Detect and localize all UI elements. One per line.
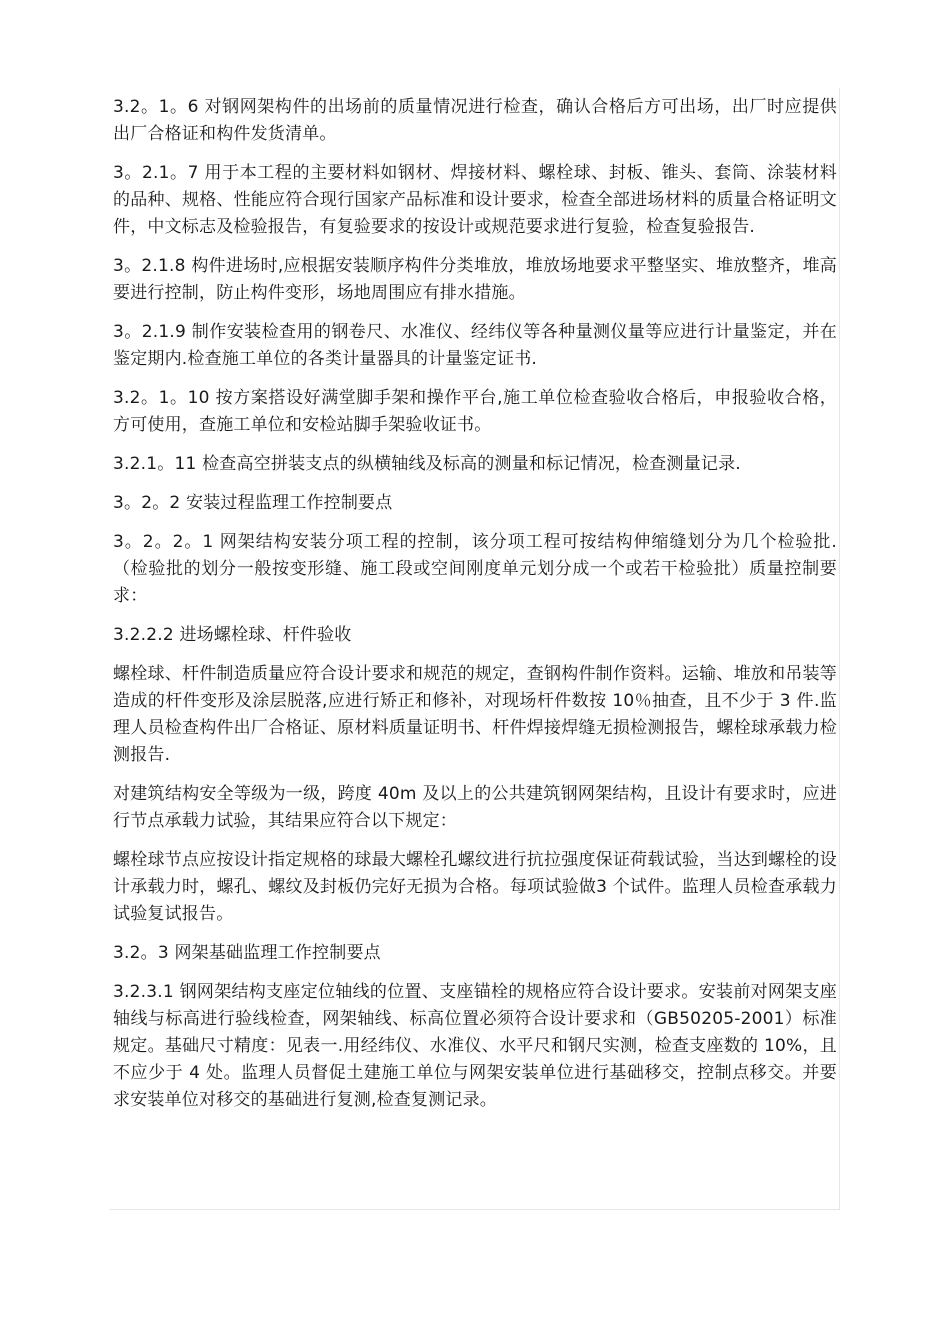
heading-3-2-3: 3.2。3 网架基础监理工作控制要点 [113,943,381,963]
paragraph-bolt-ball-node-test: 螺栓球节点应按设计指定规格的球最大螺栓孔螺纹进行抗拉强度保证荷载试验，当达到螺栓的设计承载力时，螺孔、螺纹及封板仍完好无损为合格。每项试验做3 个试件。监理人员检查承载力试验复试报告。 [113,850,837,924]
paragraph-3-2-1-7: 3。2.1。7 用于本工程的主要材料如钢材、焊接材料、螺栓球、封板、锥头、套筒、涂装材料的品种、规格、性能应符合现行国家产品标准和设计要求，检查全部进场材料的质量合格证明文件，中文标志及检验报告，有复验要求的按设计或规范要求进行复验，检查复验报告. [113,163,837,237]
paragraph-3-2-3-1: 3.2.3.1 钢网架结构支座定位轴线的位置、支座锚栓的规格应符合设计要求。安装前对网架支座轴线与标高进行验线检查，网架轴线、标高位置必须符合设计要求和（GB50205-2001）标准规定。基础尺寸精度：见表一.用经纬仪、水准仪、水平尺和钢尺实测，检查支座数的 10%，且不应少于 4 处。监理人员督促土建施工单位与网架安装单位进行基础移交，控制点移交。并要求安装单位对移交的基础进行复测,检查复测记录。 [113,982,837,1110]
paragraph-bolt-ball-quality: 螺栓球、杆件制造质量应符合设计要求和规范的规定，查钢构件制作资料。运输、堆放和吊装等造成的杆件变形及涂层脱落,应进行矫正和修补，对现场杆件数按 10％抽查，且不少于 3 件.监理人员检查构件出厂合格证、原材料质量证明书、杆件焊接焊缝无损检测报告，螺栓球承载力检测报告. [113,664,837,765]
paragraph-3-2-1-8: 3。2.1.8 构件进场时,应根据安装顺序构件分类堆放，堆放场地要求平整坚实、堆放整齐，堆高要进行控制，防止构件变形，场地周围应有排水措施。 [113,256,837,303]
heading-3-2-2-2: 3.2.2.2 进场螺栓球、杆件验收 [113,625,352,645]
paragraph-3-2-2-1: 3。2。2。1 网架结构安装分项工程的控制，该分项工程可按结构伸缩缝划分为几个检验批.（检验批的划分一般按变形缝、施工段或空间刚度单元划分成一个或若干检验批）质量控制要求： [113,532,837,606]
heading-3-2-2: 3。2。2 安装过程监理工作控制要点 [113,493,393,513]
document-body [113,94,837,1126]
paragraph-3-2-1-9: 3。2.1.9 制作安装检查用的钢卷尺、水准仪、经纬仪等各种量测仪量等应进行计量鉴定，并在鉴定期内.检查施工单位的各类计量器具的计量鉴定证书. [113,322,837,369]
paragraph-3-2-1-11: 3.2.1。11 检查高空拼装支点的纵横轴线及标高的测量和标记情况，检查测量记录. [113,454,741,474]
paragraph-3-2-1-6: 3.2。1。6 对钢网架构件的出场前的质量情况进行检查，确认合格后方可出场，出厂时应提供出厂合格证和构件发货清单。 [113,97,837,144]
paragraph-node-capacity-test: 对建筑结构安全等级为一级，跨度 40m 及以上的公共建筑钢网架结构，且设计有要求时，应进行节点承载力试验，其结果应符合以下规定： [113,784,837,831]
paragraph-3-2-1-10: 3.2。1。10 按方案搭设好满堂脚手架和操作平台,施工单位检查验收合格后，申报验收合格，方可使用，查施工单位和安检站脚手架验收证书。 [113,388,837,435]
